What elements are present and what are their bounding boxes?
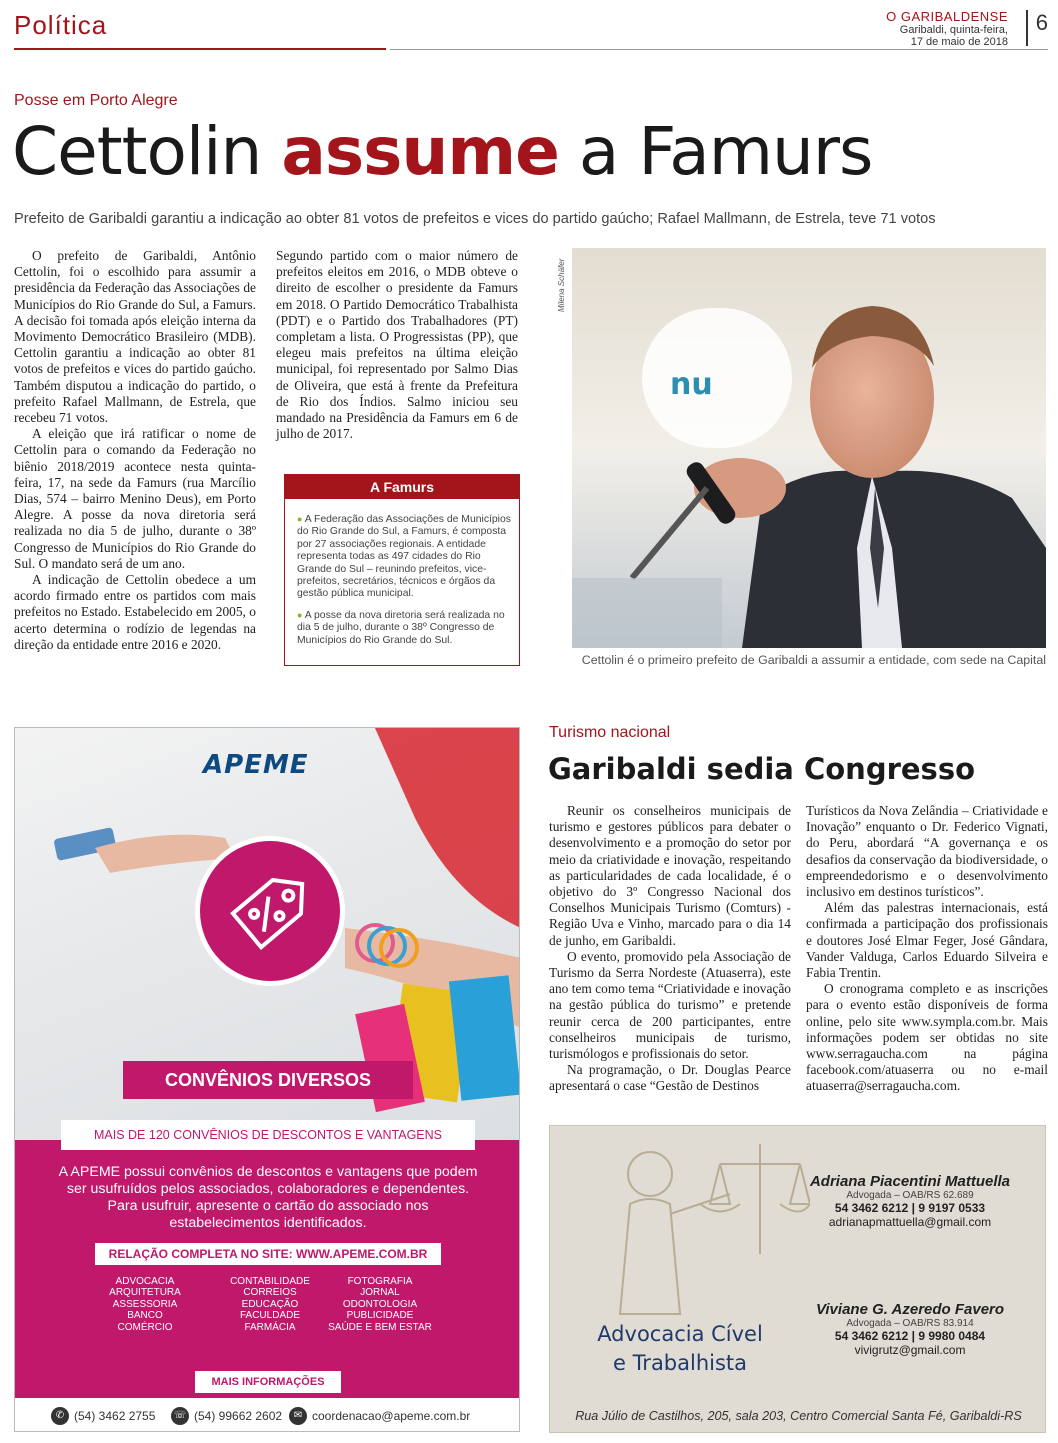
lawyer-role: Advogada – OAB/RS 62.689 — [846, 1190, 974, 1201]
list-item: CONTABILIDADE — [230, 1276, 310, 1287]
ad-contacts — [15, 1398, 520, 1432]
info-box-body — [285, 499, 519, 647]
info-box-item — [297, 609, 511, 647]
page-number: 6 — [1026, 10, 1048, 46]
list-item: CORREIOS — [243, 1287, 297, 1299]
lawyer-phone: 54 3462 6212 | 9 9980 0484 — [834, 1329, 986, 1343]
lead-kicker: Posse em Porto Alegre — [14, 92, 178, 109]
lawyer-email[interactable]: vivigrutz@gmail.com — [854, 1343, 966, 1357]
header-rule — [390, 49, 1048, 50]
lawyer-role: Advogada – OAB/RS 83.914 — [846, 1318, 974, 1329]
apeme-advertisement — [14, 727, 520, 1432]
tourism-headline: Garibaldi sedia Congresso — [548, 752, 975, 786]
law-title-line2: e Trabalhista — [612, 1351, 748, 1375]
paragraph: Segundo partido com o maior número de prefeitos eleitos em 2016, o MDB obteve o direito de escolher o presidente da Famurs em 2018. O Partido Democrático Trabalhista (PDT) e o Partido dos Trabalhadores (PT) completam a lista. O Progressistas (PP), que elegeu mais prefeitos na última eleição municipal, foi representado por Salmo Dias de Oliveira, que está à frente da Prefeitura de Rio dos Índios. Salmo iniciou seu mandado na Presidência da Famurs em 6 de julho de 2017. — [276, 248, 518, 442]
law-firm-address: Rua Júlio de Castilhos, 205, sala 203, Centro Comercial Santa Fé, Garibaldi-RS — [575, 1409, 1022, 1423]
section-title: Política — [14, 10, 108, 40]
lead-subhead: Prefeito de Garibaldi garantiu a indicação ao obter 81 votos de prefeitos e vices do partido gaúcho; Rafael Mallmann, de Estrela, teve 71 votos — [14, 211, 936, 227]
headline-part-1: Cettolin — [12, 113, 282, 190]
paragraph: O evento, promovido pela Associação de Turismo da Serra Nordeste (Atuaserra), este ano tem como tema “Criatividade e inovação na gestão pública do turismo” e pretende reunir cerca de 200 participantes, entre conselheiros municipais de turismo, turismólogos e profissionais do setor. — [549, 948, 791, 1062]
photo-caption: Cettolin é o primeiro prefeito de Garibaldi a assumir a entidade, com sede na Capital — [581, 653, 1046, 667]
lead-column-2 — [276, 248, 518, 442]
paper-name: O GARIBALDENSE — [886, 9, 1008, 24]
apeme-logo: APEME — [203, 750, 309, 780]
ad-site-link[interactable]: RELAÇÃO COMPLETA NO SITE: WWW.APEME.COM.BR — [95, 1243, 441, 1265]
list-item: EDUCAÇÃO — [241, 1298, 299, 1310]
lawyer-name: Adriana Piacentini Mattuella — [809, 1173, 1011, 1190]
speaker-illustration — [572, 248, 1046, 648]
list-item: ADVOCACIA — [115, 1276, 175, 1287]
whatsapp-icon: ☏ — [171, 1407, 189, 1425]
justice-scale-icon — [570, 1134, 810, 1334]
lawyer-email[interactable]: adrianapmattuella@gmail.com — [828, 1215, 992, 1229]
list-item: BANCO — [127, 1310, 163, 1322]
famurs-info-box — [284, 474, 520, 666]
ad-list-col-1 — [85, 1276, 205, 1333]
more-info-label: MAIS INFORMAÇÕES — [195, 1371, 341, 1393]
list-item: FOTOGRAFIA — [347, 1276, 413, 1287]
list-item: JORNAL — [360, 1287, 400, 1299]
paragraph: O cronograma completo e as inscrições para o evento estão disponíveis de forma online, pelo site www.sympla.com.br. Mais informações podem ser obtidas no site www.serragaucha.com na página facebook.com/atuaserra ou no e-mail atuaserra@serragaucha.com. — [806, 981, 1048, 1094]
cettolin-photo — [572, 248, 1046, 648]
list-item: FARMÁCIA — [244, 1321, 296, 1333]
lawyer-1 — [790, 1173, 1030, 1229]
list-item: ARQUITETURA — [109, 1287, 181, 1299]
lawyer-2 — [790, 1301, 1030, 1357]
info-box-title: A Famurs — [285, 475, 519, 499]
headline-part-2: a Famurs — [558, 113, 873, 190]
list-item: FACULDADE — [239, 1310, 300, 1322]
lawyer-name: Viviane G. Azeredo Favero — [815, 1301, 1005, 1318]
phone-number: (54) 3462 2755 — [74, 1409, 156, 1423]
discount-tag-icon — [195, 836, 345, 986]
info-box-item-text: A posse da nova diretoria será realizada no dia 5 de julho, durante o 38º Congresso de Municípios do Rio Grande do Sul. — [297, 609, 505, 646]
law-firm-advertisement — [549, 1125, 1046, 1433]
list-item: COMÉRCIO — [117, 1321, 173, 1333]
list-item: ODONTOLOGIA — [342, 1298, 418, 1310]
info-box-item — [297, 513, 511, 601]
phone-icon: ✆ — [51, 1407, 69, 1425]
email-address[interactable]: coordenacao@apeme.com.br — [312, 1409, 471, 1423]
photo-credit: Milena Schäfer — [557, 258, 566, 312]
bullet-icon: ● — [297, 514, 303, 524]
tourism-column-1 — [549, 803, 791, 1095]
email-icon: ✉ — [289, 1407, 307, 1425]
lead-column-1 — [14, 248, 256, 653]
tag-icon-svg — [200, 841, 340, 981]
law-title-line1: Advocacia Cível — [597, 1322, 763, 1346]
email-contact — [289, 1407, 470, 1425]
tourism-kicker: Turismo nacional — [549, 724, 671, 741]
ad-banner: CONVÊNIOS DIVERSOS — [123, 1061, 413, 1099]
list-item: PUBLICIDADE — [346, 1310, 414, 1322]
ad-description: A APEME possui convênios de descontos e vantagens que podem ser usufruídos pelos associados, colaboradores e dependentes. Para usufruir, apresente o cartão do associado nos estabelecimentos identificados. — [58, 1164, 478, 1231]
paragraph: O prefeito de Garibaldi, Antônio Cettolin, foi o escolhido para assumir a presidência da Federação das Associações de Municípios do Rio Grande do Sul, a Famurs. A decisão foi tomada após eleição interna da Movimento Democrático Brasileiro (MDB). Cettolin garantiu a indicação ao obter 81 votos de prefeitos e vices do partido gaúcho. Também disputou a indicação do partido, o prefeito Rafael Mallmann, de Estrela, que recebeu 71 votos. — [14, 248, 256, 426]
list-item: ASSESSORIA — [112, 1298, 178, 1310]
lawyer-phone: 54 3462 6212 | 9 9197 0533 — [834, 1201, 986, 1215]
paragraph: A eleição que irá ratificar o nome de Cettolin para o comando da Federação no biênio 2018/2019 acontece nesta quinta-feira, 17, na sede da Famurs (rua Marcílio Dias, 574 – bairro Menino Deus), em Porto Alegre. A posse da nova diretoria será realizada no dia 5 de julho, durante o 38º Congresso de Municípios do Rio Grande do Sul. O mandato será de um ano. — [14, 426, 256, 571]
tourism-column-2 — [806, 803, 1048, 1095]
law-firm-title — [574, 1320, 786, 1378]
backdrop-logo-text: nu — [670, 367, 713, 402]
ad-image-area — [15, 728, 520, 1140]
paragraph: Além das palestras internacionais, está confirmada a participação dos profissionais e doutores José Elmar Feger, José Gândara, Vander Valduga, Carlos Eduardo Silveira e Fabia Trentin. — [806, 900, 1048, 981]
phone-contact — [51, 1407, 155, 1425]
paragraph: Turísticos da Nova Zelândia – Criatividade e Inovação” enquanto o Dr. Federico Vignati, do Peru, abordará “A governança e os desafios da conservação da biodiversidade, o empreendedorismo e o desenvolvimento inclusivo em destinos turísticos”. — [806, 803, 1048, 900]
ad-strip: MAIS DE 120 CONVÊNIOS DE DESCONTOS E VANTAGENS — [61, 1120, 475, 1150]
section-rule — [14, 48, 386, 50]
info-box-item-text: A Federação das Associações de Municípios do Rio Grande do Sul, a Famurs, é composta por 27 associações regionais. A entidade representa todas as 497 cidades do Rio Grande do Sul – reunindo prefeitos, vice-prefeitos, secretários, técnicos e órgãos da gestão pública municipal. — [297, 514, 511, 600]
paragraph: Reunir os conselheiros municipais de turismo e gestores públicos para debater o desenvolvimento e a promoção do setor por meio da criatividade e inovação, respeitando as particularidades de cada localidade, é o objetivo do 3º Congresso Nacional dos Conselhos Municipais Turismo (Comturs) - Região Uva e Vinho, marcado para o dia 14 de junho, em Garibaldi. — [549, 803, 791, 948]
headline-highlight: assume — [281, 113, 559, 190]
paper-meta — [886, 10, 1008, 48]
paragraph: A indicação de Cettolin obedece a um acordo firmado entre os partidos com mais prefeitos no Estado. Estabelecido em 2005, o acerto determina o rodízio de legendas na direção da entidade entre 2016 e 2020. — [14, 572, 256, 652]
whatsapp-number: (54) 99662 2602 — [194, 1409, 283, 1423]
paper-date-line2: 17 de maio de 2018 — [910, 36, 1008, 49]
paper-date-line1: Garibaldi, quinta-feira, — [899, 24, 1008, 37]
whatsapp-contact — [171, 1407, 282, 1425]
list-item: SAÚDE E BEM ESTAR — [328, 1321, 432, 1333]
ad-list-col-3 — [315, 1276, 445, 1333]
lead-headline — [12, 112, 872, 191]
bullet-icon: ● — [297, 609, 303, 620]
paragraph: Na programação, o Dr. Douglas Pearce apresentará o case “Gestão de Destinos — [549, 1062, 791, 1094]
